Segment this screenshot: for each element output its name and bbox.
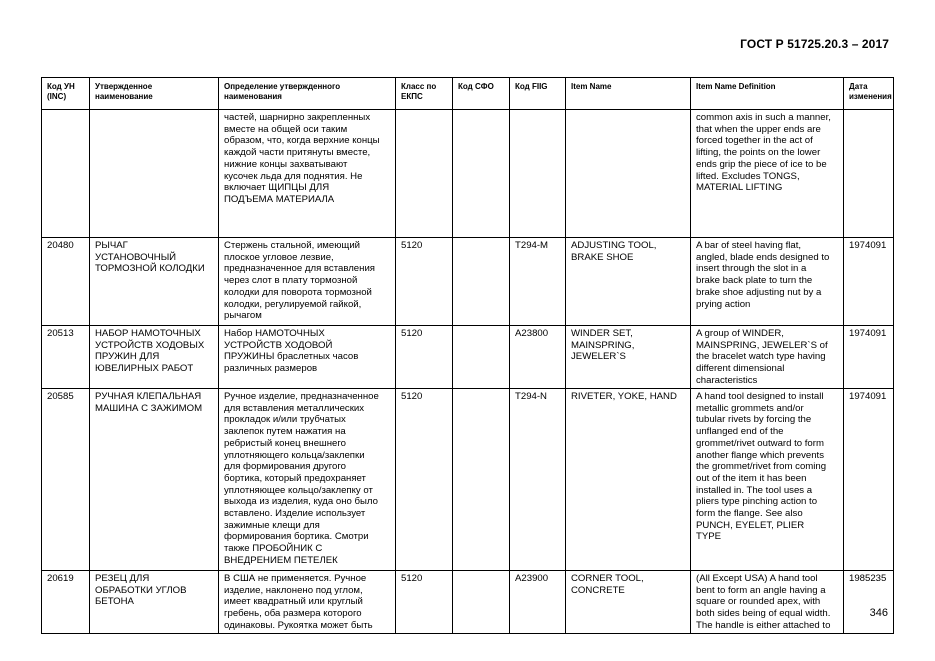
cell-fiig: A23900 <box>510 571 566 634</box>
cell-sfo <box>453 389 510 571</box>
cell-item-name: RIVETER, YOKE, HAND <box>566 389 691 571</box>
col-header-definition: Определение утвержденного наименования <box>219 78 396 110</box>
cell-approved-name: РЫЧАГ УСТАНОВОЧНЫЙ ТОРМОЗНОЙ КОЛОДКИ <box>90 238 219 326</box>
cell-approved-name: РУЧНАЯ КЛЕПАЛЬНАЯ МАШИНА С ЗАЖИМОМ <box>90 389 219 571</box>
cell-class: 5120 <box>396 571 453 634</box>
cell-fiig: T294-M <box>510 238 566 326</box>
page-number: 346 <box>869 607 888 619</box>
cell-item-definition: A bar of steel having flat, angled, blade ends designed to insert through the slot in a brake back plate to turn the brake shoe adjusting nut by a prying action <box>691 238 844 326</box>
cell-definition: частей, шарнирно закрепленных вместе на общей оси таким образом, что, когда верхние концы каждой части притянуты вместе, нижние концы захватывают кусочек льда для поднятия. Не включает ЩИПЦЫ ДЛЯ ПОДЪЕМА МАТЕРИАЛА <box>219 110 396 238</box>
col-header-item-name: Item Name <box>566 78 691 110</box>
cell-class: 5120 <box>396 326 453 389</box>
cell-item-name <box>566 110 691 238</box>
document-code: ГОСТ Р 51725.20.3 – 2017 <box>740 37 889 51</box>
col-header-date: Дата изменения <box>844 78 894 110</box>
cell-item-definition: A hand tool designed to install metallic grommets and/or tubular rivets by forcing the unflanged end of the grommet/rivet outward to form another flange which prevents the grommet/rivet from coming out of the item it has been installed in. The tool uses a pliers type pinching action to form the flange. See also PUNCH, EYELET, PLIER TYPE <box>691 389 844 571</box>
cell-definition: Набор НАМОТОЧНЫХ УСТРОЙСТВ ХОДОВОЙ ПРУЖИНЫ браслетных часов различных размеров <box>219 326 396 389</box>
cell-inc: 20480 <box>42 238 90 326</box>
table-row <box>42 571 894 634</box>
cell-date: 1974091 <box>844 389 894 571</box>
cell-item-name: CORNER TOOL, CONCRETE <box>566 571 691 634</box>
items-table <box>41 77 894 634</box>
cell-date <box>844 110 894 238</box>
cell-definition: Ручное изделие, предназначенное для вставления металлических прокладок и/или трубчатых заклепок путем нажатия на ребристый конец внешнего уплотняющего кольца/заклепки для формирования другого бортика, который предохраняет уплотняющее кольцо/заклепку от выхода из изделия, куда оно было вставлено. Изделие использует зажимные клещи для формирования бортика. Смотри также ПРОБОЙНИК С ВНЕДРЕНИЕМ ПЕТЕЛЕК <box>219 389 396 571</box>
cell-definition: Стержень стальной, имеющий плоское угловое лезвие, предназначенное для вставления через слот в плату тормозной колодки для поворота тормозной колодки, регулируемой гайкой, рычагом <box>219 238 396 326</box>
cell-sfo <box>453 238 510 326</box>
table-header-row <box>42 78 894 110</box>
col-header-sfo: Код СФО <box>453 78 510 110</box>
cell-approved-name <box>90 110 219 238</box>
cell-inc <box>42 110 90 238</box>
cell-approved-name: РЕЗЕЦ ДЛЯ ОБРАБОТКИ УГЛОВ БЕТОНА <box>90 571 219 634</box>
cell-inc: 20513 <box>42 326 90 389</box>
cell-date: 1974091 <box>844 326 894 389</box>
cell-definition: В США не применяется. Ручное изделие, наклонено под углом, имеет квадратный или круглый гребень, оба размера которого одинаковы. Рукоятка может быть <box>219 571 396 634</box>
cell-item-definition: A group of WINDER, MAINSPRING, JEWELER`S of the bracelet watch type having different dimensional characteristics <box>691 326 844 389</box>
cell-class <box>396 110 453 238</box>
cell-fiig: A23800 <box>510 326 566 389</box>
cell-approved-name: НАБОР НАМОТОЧНЫХ УСТРОЙСТВ ХОДОВЫХ ПРУЖИН ДЛЯ ЮВЕЛИРНЫХ РАБОТ <box>90 326 219 389</box>
cell-fiig <box>510 110 566 238</box>
cell-date: 1974091 <box>844 238 894 326</box>
table-row <box>42 110 894 238</box>
cell-item-definition: (All Except USA) A hand tool bent to form an angle having a square or rounded apex, with both sides being of equal width. The handle is either attached to <box>691 571 844 634</box>
col-header-approved-name: Утвержденное наименование <box>90 78 219 110</box>
cell-item-name: WINDER SET, MAINSPRING, JEWELER`S <box>566 326 691 389</box>
cell-inc: 20619 <box>42 571 90 634</box>
col-header-inc: Код УН (INC) <box>42 78 90 110</box>
col-header-class: Класс по ЕКПС <box>396 78 453 110</box>
col-header-fiig: Код FIIG <box>510 78 566 110</box>
cell-item-name: ADJUSTING TOOL, BRAKE SHOE <box>566 238 691 326</box>
table-row <box>42 238 894 326</box>
cell-fiig: T294-N <box>510 389 566 571</box>
cell-sfo <box>453 110 510 238</box>
table-row <box>42 389 894 571</box>
table-row <box>42 326 894 389</box>
cell-item-definition: common axis in such a manner, that when the upper ends are forced together in the act of lifting, the points on the lower ends grip the piece of ice to be lifted. Excludes TONGS, MATERIAL LIFTING <box>691 110 844 238</box>
cell-sfo <box>453 571 510 634</box>
cell-sfo <box>453 326 510 389</box>
cell-class: 5120 <box>396 389 453 571</box>
cell-inc: 20585 <box>42 389 90 571</box>
col-header-item-definition: Item Name Definition <box>691 78 844 110</box>
cell-class: 5120 <box>396 238 453 326</box>
cell-date: 1985235 <box>844 571 894 634</box>
